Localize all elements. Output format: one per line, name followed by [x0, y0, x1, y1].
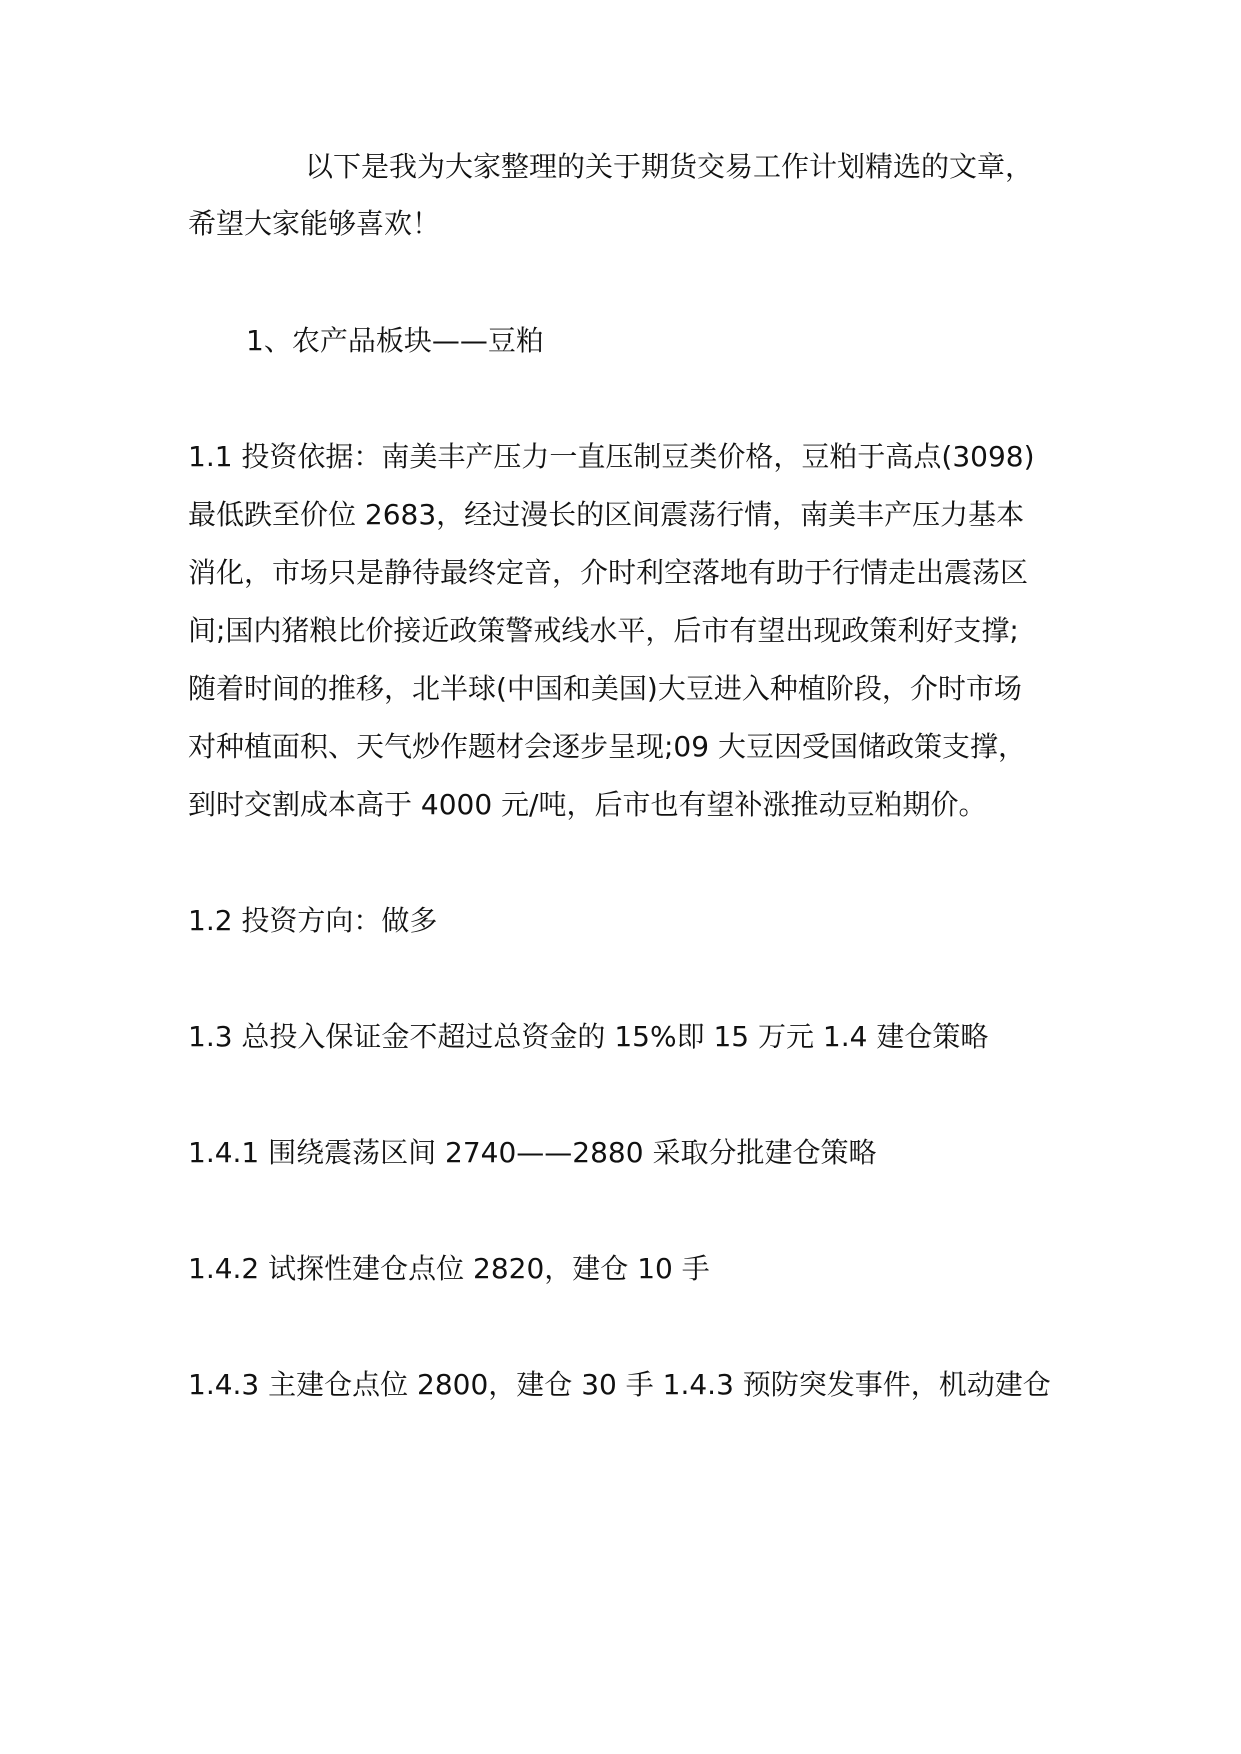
paragraph-1-1-line-5: 随着时间的推移，北半球(中国和美国)大豆进入种植阶段，介时市场	[188, 672, 1022, 705]
paragraph-1-1-line-6: 对种植面积、天气炒作题材会逐步呈现;09 大豆因受国储政策支撑，	[188, 730, 1026, 763]
item-1-4-1: 1.4.1 围绕震荡区间 2740——2880 采取分批建仓策略	[188, 1136, 877, 1169]
intro-line-2: 希望大家能够喜欢！	[188, 207, 441, 240]
item-1-4-2: 1.4.2 试探性建仓点位 2820，建仓 10 手	[188, 1252, 710, 1285]
intro-line-1: 以下是我为大家整理的关于期货交易工作计划精选的文章，	[305, 150, 1034, 183]
paragraph-1-1-line-3: 消化，市场只是静待最终定音，介时利空落地有助于行情走出震荡区	[188, 556, 1029, 589]
item-1-4-3: 1.4.3 主建仓点位 2800，建仓 30 手 1.4.3 预防突发事件，机动建仓	[188, 1368, 1051, 1401]
section-heading: 1、农产品板块——豆粕	[246, 324, 544, 357]
paragraph-1-1-line-7: 到时交割成本高于 4000 元/吨，后市也有望补涨推动豆粕期价。	[188, 788, 987, 821]
item-1-2: 1.2 投资方向：做多	[188, 904, 438, 937]
paragraph-1-1-line-1: 1.1 投资依据：南美丰产压力一直压制豆类价格，豆粕于高点(3098)	[188, 440, 1035, 473]
item-1-3: 1.3 总投入保证金不超过总资金的 15%即 15 万元 1.4 建仓策略	[188, 1020, 989, 1053]
paragraph-1-1-line-2: 最低跌至价位 2683，经过漫长的区间震荡行情，南美丰产压力基本	[188, 498, 1025, 531]
paragraph-1-1-line-4: 间;国内猪粮比价接近政策警戒线水平，后市有望出现政策利好支撑;	[188, 614, 1019, 647]
